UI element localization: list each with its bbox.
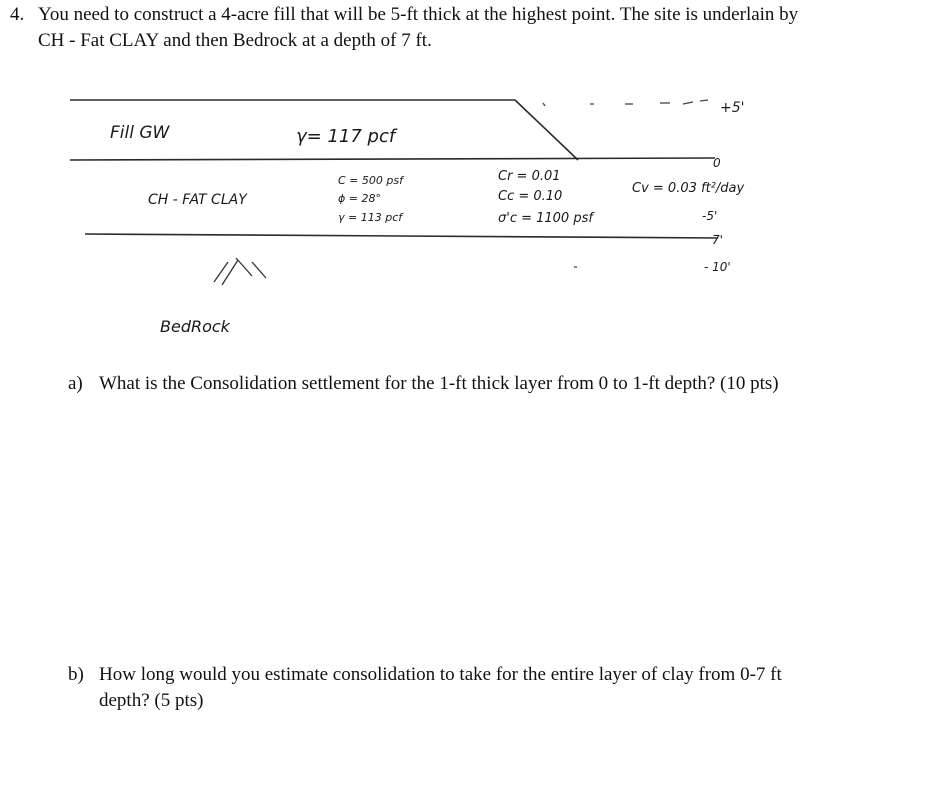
bedrock-label: BedRock bbox=[160, 317, 230, 336]
depth-0-label: 0 bbox=[713, 156, 721, 170]
problem-text: You need to construct a 4-acre fill that will be 5-ft thick at the highest point. The site is underlain by CH - Fat CLAY and then Bedrock at a depth of 7 ft. bbox=[38, 4, 799, 51]
clay-unit-weight: γ = 113 pcf bbox=[338, 211, 403, 224]
depth-10-label: - 10' bbox=[704, 260, 731, 274]
compression-index: Cc = 0.10 bbox=[498, 189, 563, 204]
recompression-index: Cr = 0.01 bbox=[498, 169, 561, 184]
fill-label: Fill GW bbox=[110, 123, 170, 143]
ground-surface-line bbox=[70, 158, 715, 160]
depth-5-label: -5' bbox=[702, 209, 718, 223]
part-a-text: What is the Consolidation settlement for the 1-ft thick layer from 0 to 1-ft depth? (10 pts) bbox=[99, 373, 779, 394]
clay-cohesion: C = 500 psf bbox=[338, 174, 403, 187]
fill-unit-weight: γ= 117 pcf bbox=[296, 126, 396, 147]
part-b-text: How long would you estimate consolidation to take for the entire layer of clay from 0-7 ft depth? (5 pts) bbox=[99, 664, 782, 711]
coefficient-of-consolidation: Cv = 0.03 ft²/day bbox=[632, 181, 745, 196]
problem-number: 4. bbox=[10, 4, 25, 25]
clay-label: CH - FAT CLAY bbox=[148, 192, 247, 208]
clay-friction-angle: ϕ = 28° bbox=[338, 192, 381, 205]
bedrock-hatch-icon bbox=[214, 258, 266, 285]
part-a-label: a) bbox=[68, 373, 83, 394]
depth-7-label: 7' bbox=[712, 233, 723, 247]
preconsolidation-pressure: σ'c = 1100 psf bbox=[498, 211, 593, 226]
fill-slope-line bbox=[515, 100, 578, 160]
fill-height-label: +5' bbox=[720, 100, 745, 116]
part-b-label: b) bbox=[68, 664, 84, 685]
bedrock-top-line bbox=[85, 234, 718, 238]
